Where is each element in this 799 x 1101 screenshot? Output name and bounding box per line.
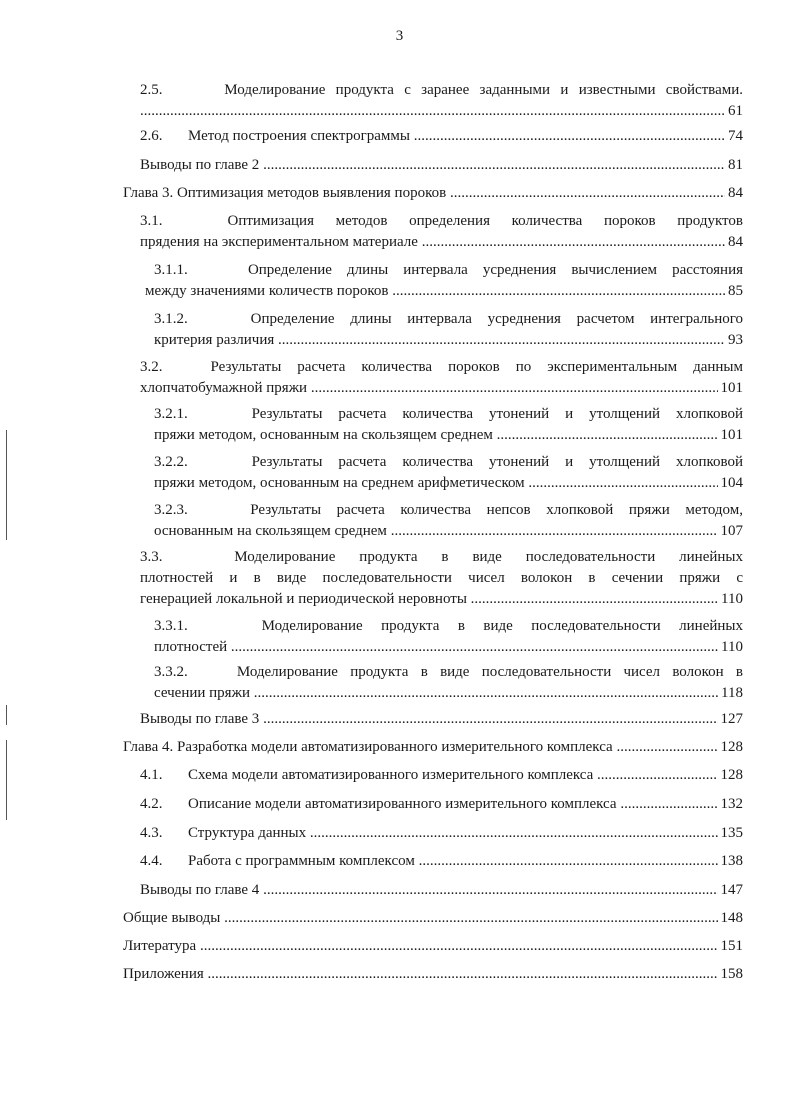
toc-entry-3-1[interactable]: [140, 211, 743, 253]
toc-entry-number: 3.2.: [140, 359, 163, 375]
toc-entry-title-line: Определение длины интервала усреднения вычислением расстояния: [247, 262, 743, 278]
toc-entry-number: 4.1.: [140, 767, 163, 783]
toc-entry-number: 2.5.: [140, 82, 163, 98]
toc-entry-number: 3.3.2.: [154, 664, 188, 680]
toc-entry-title-last: хлопчатобумажной пряжи .....: [140, 378, 718, 399]
toc-entry-3-1-2[interactable]: [154, 309, 743, 351]
toc-entry-number: 3.2.2.: [154, 454, 188, 470]
toc-entry-title-line: Результаты расчета количества пороков по экспериментальным данным: [210, 359, 743, 375]
toc-entry-2-6[interactable]: [140, 126, 743, 147]
toc-entry-conclusions-ch2[interactable]: [140, 155, 743, 176]
toc-entry-3-3-1[interactable]: [154, 616, 743, 658]
toc-entry-page: 151: [720, 938, 743, 954]
toc-entry-page: 128: [720, 739, 743, 755]
toc-entry-page: 148: [720, 910, 743, 926]
toc-entry-number: 4.4.: [140, 853, 163, 869]
toc-entry-title: Работа с программным комплексом .....: [188, 851, 718, 872]
toc-entry-title-line: Результаты расчета количества утонений и утолщений хлопковой: [251, 454, 744, 470]
toc-entry-page: 132: [720, 796, 743, 812]
toc-entry-page: 81: [728, 157, 743, 173]
toc-entry-conclusions-ch4[interactable]: [140, 880, 743, 901]
toc-entry-general-conclusions[interactable]: [123, 908, 743, 929]
toc-entry-title-line: Моделирование продукта в виде последовательности линейных: [261, 618, 744, 634]
scan-margin-mark: [6, 740, 7, 820]
toc-entry-title-line: плотностей и в виде последовательности чисел волокон в сечении пряжи с: [140, 570, 743, 586]
toc-entry-3-1-1[interactable]: [145, 260, 743, 302]
toc-entry-page: 158: [720, 966, 743, 982]
toc-entry-title-last: между значениями количеств пороков .....: [145, 281, 725, 302]
toc-entry-3-3[interactable]: [140, 547, 743, 610]
toc-entry-title: Структура данных .....: [188, 823, 718, 844]
toc-entry-4-2[interactable]: [140, 794, 743, 815]
toc-entry-page: 128: [720, 767, 743, 783]
toc-entry-page: 101: [720, 427, 743, 443]
scan-margin-mark: [6, 430, 7, 540]
toc-entry-title-line: Моделирование продукта в виде последовательности чисел волокон в: [236, 664, 744, 680]
toc-entry-page: 118: [721, 685, 743, 701]
toc-entry-title: Литература .....: [123, 936, 718, 957]
toc-entry-page: 107: [720, 523, 743, 539]
toc-entry-appendices[interactable]: [123, 964, 743, 985]
toc-entry-title-last: генерацией локальной и периодической неровноты .....: [140, 589, 718, 610]
toc-entry-number: 3.2.1.: [154, 406, 188, 422]
scan-margin-mark: [6, 705, 7, 725]
page-number: 3: [395, 28, 404, 44]
toc-entry-title: Описание модели автоматизированного измерительного комплекса .....: [188, 794, 718, 815]
toc-entry-title: Схема модели автоматизированного измерительного комплекса .....: [188, 765, 718, 786]
toc-entry-number: 3.3.: [140, 549, 163, 565]
toc-entry-title-line: Моделирование продукта в виде последовательности линейных: [234, 549, 743, 565]
toc-entry-title: Глава 3. Оптимизация методов выявления пороков .....: [123, 183, 725, 204]
toc-entry-page: 93: [728, 332, 743, 348]
toc-entry-literature[interactable]: [123, 936, 743, 957]
toc-entry-title-last: критерия различия .....: [154, 330, 725, 351]
toc-entry-number: 2.6.: [140, 128, 163, 144]
toc-entry-title-last: пряжи методом, основанным на среднем арифметическом .....: [154, 473, 718, 494]
toc-entry-title-last: пряжи методом, основанным на скользящем среднем .....: [154, 425, 718, 446]
toc-entry-page: 104: [720, 475, 743, 491]
toc-entry-number: 4.3.: [140, 825, 163, 841]
toc-entry-title-line: Моделирование продукта с заранее заданными и известными свойствами.: [224, 82, 743, 98]
toc-entry-page: 85: [728, 283, 743, 299]
toc-entry-3-2-2[interactable]: [154, 452, 743, 494]
toc-entry-number: 3.1.1.: [154, 262, 188, 278]
toc-entry-title-line: Определение длины интервала усреднения расчетом интегрального: [250, 311, 744, 327]
toc-entry-title: Общие выводы .....: [123, 908, 718, 929]
toc-entry-title-line: Результаты расчета количества непсов хлопковой пряжи методом,: [250, 502, 743, 518]
toc-entry-title-line: Результаты расчета количества утонений и утолщений хлопковой: [251, 406, 744, 422]
toc-entry-3-2[interactable]: [140, 357, 743, 399]
toc-entry-3-2-1[interactable]: [154, 404, 743, 446]
toc-entry-title-last: прядения на экспериментальном материале .....: [140, 232, 725, 253]
toc-entry-page: 74: [728, 128, 743, 144]
toc-entry-page: 110: [721, 591, 743, 607]
toc-entry-number: 3.2.3.: [154, 502, 188, 518]
toc-entry-title-line: Оптимизация методов определения количества пороков продуктов: [227, 213, 744, 229]
toc-entry-number: 3.3.1.: [154, 618, 188, 634]
toc-entry-number: 3.1.2.: [154, 311, 188, 327]
toc-entry-2-5[interactable]: [140, 80, 743, 122]
toc-entry-page: 84: [728, 234, 743, 250]
toc-entry-number: 3.1.: [140, 213, 163, 229]
toc-entry-page: 101: [720, 380, 743, 396]
toc-entry-chapter-4[interactable]: [123, 737, 743, 758]
toc-entry-title: Выводы по главе 2 .....: [140, 155, 725, 176]
toc-entry-title-last: сечении пряжи .....: [154, 683, 718, 704]
toc-entry-title: Выводы по главе 3 .....: [140, 709, 718, 730]
toc-entry-page: 138: [720, 853, 743, 869]
toc-entry-number: 4.2.: [140, 796, 163, 812]
toc-entry-page: 135: [720, 825, 743, 841]
toc-entry-page: 61: [728, 103, 743, 119]
toc-entry-title: Глава 4. Разработка модели автоматизированного измерительного комплекса .....: [123, 737, 718, 758]
toc-entry-title-last: основанным на скользящем среднем .....: [154, 521, 718, 542]
toc-entry-4-1[interactable]: [140, 765, 743, 786]
toc-entry-title: Приложения .....: [123, 964, 718, 985]
toc-entry-chapter-3[interactable]: [123, 183, 743, 204]
toc-entry-4-4[interactable]: [140, 851, 743, 872]
toc-entry-conclusions-ch3[interactable]: [140, 709, 743, 730]
toc-entry-title: Выводы по главе 4 .....: [140, 880, 718, 901]
toc-entry-3-3-2[interactable]: [154, 662, 743, 704]
toc-entry-page: 110: [721, 639, 743, 655]
toc-entry-3-2-3[interactable]: [154, 500, 743, 542]
toc-entry-title-last: [140, 101, 725, 122]
toc-entry-title-last: плотностей .....: [154, 637, 718, 658]
toc-entry-page: 127: [720, 711, 743, 727]
toc-entry-page: 147: [720, 882, 743, 898]
toc-entry-4-3[interactable]: [140, 823, 743, 844]
toc-entry-page: 84: [728, 185, 743, 201]
toc-entry-title: Метод построения спектрограммы .....: [188, 126, 725, 147]
